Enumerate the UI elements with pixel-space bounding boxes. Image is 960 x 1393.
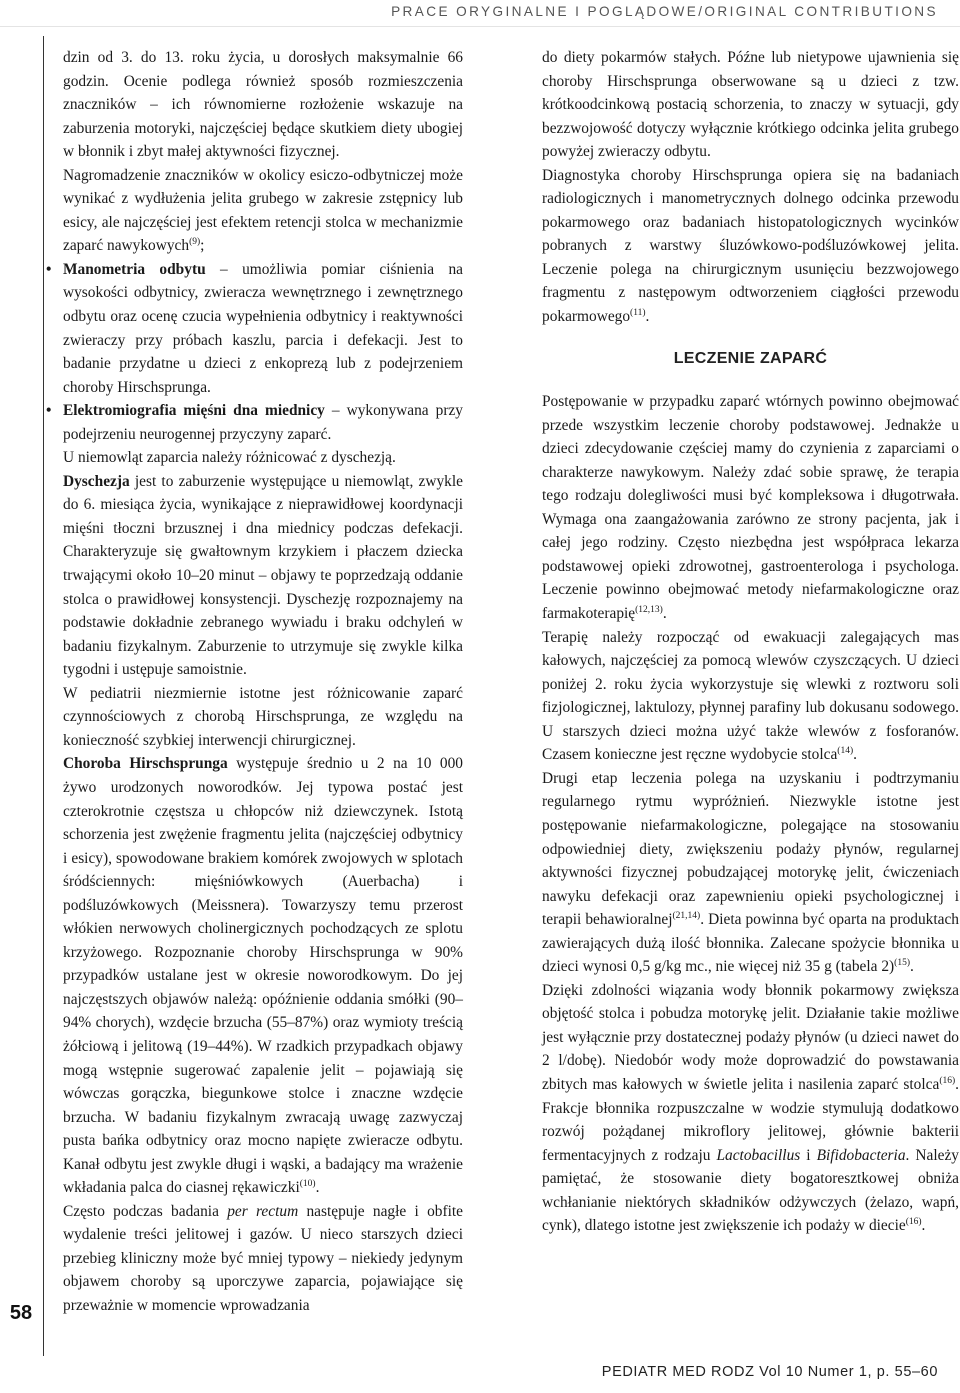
left-paragraph-dyschezja: Dyschezja jest to zaburzenie występujące u niemowląt, zwykle do 6. miesiąca życia, wynikające z nieprawidłowej koordynacji mięśni tłoczni brzusznej i dna miednicy podczas defekacji. Charakteryzuje się gwałtownym krzykiem i płaczem dziecka trwającymi około 10–20 minut – objawy te poprzedzają oddanie stolca o prawidłowej konsystencji. Dyschezję rozpoznajemy na podstawie dokładnie zebranego wywiadu i braku odchyleń w badaniu fizykalnym. Zaburzenie to utrzymuje się zwykle kilka tygodni i ustępuje samoistnie.	[63, 472, 463, 679]
left-column	[46, 46, 463, 1318]
reference: (12,13)	[635, 605, 663, 616]
right-paragraph-2: Diagnostyka choroby Hirschsprunga opiera się na badaniach radiologicznych i manometrycznych dolnego odcinka przewodu pokarmowego oraz badaniach histopatologicznych wycinków pobranych z warstwy śluzówkowo-podśluzówkowej jelita. Leczenie polega na chirurgicznym usunięciu bezzwojowego fragmentu z następowym odtworzeniem ciągłości przewodu pokarmowego$^{(11)}$.	[542, 166, 959, 326]
left-paragraph-7: Często podczas badania per rectum następuje nagłe i obfite wydalenie treści jelitowej i gazów. U nieco starszych dzieci przebieg kliniczny może być mniej typowy – niekiedy jedynym objawem choroby są uporczywe zaparcia, pojawiające się przeważnie w momencie wprowadzania	[63, 1202, 463, 1314]
bullet-icon: •	[46, 402, 52, 420]
right-paragraph-5: Drugi etap leczenia polega na uzyskaniu i podtrzymaniu regularnego rytmu wypróżnień. Niezwykle istotne jest postępowanie niefarmakologiczne, polegające na stosowaniu odpowiedniej diety, zwiększeniu podaży płynów, regularnej aktywności fizycznej pobudzającej motorykę jelit, ćwiczeniach nawyku defekacji oraz zapewnieniu opieki psychologicznej i terapii behawioralnej$^{(21,14)}$. Dieta powinna być oparta na produktach zawierających dużą ilość błonnika. Zalecane spożycie błonnika u dzieci wynosi 0,5 g/kg mc., nie więcej niż 35 g (tabela 2)$^{(15)}$.	[542, 769, 959, 976]
bullet-icon: •	[46, 260, 52, 278]
running-header: PRACE ORYGINALNE I POGLĄDOWE/ORIGINAL CONTRIBUTIONS	[391, 4, 938, 19]
left-paragraph-1: dzin od 3. do 13. roku życia, u dorosłych maksymalnie 66 godzin. Ocenie podlega również sposób rozmieszczenia znaczników – ich równomierne rozłożenie wskazuje na zaburzenia motoryki, najczęściej będące skutkiem diety ubogiej w błonnik i zbyt małej aktywności fizycznej.	[63, 49, 463, 161]
reference: (10)	[299, 1179, 316, 1190]
reference: (9)	[189, 237, 201, 248]
reference: (21,14)	[672, 911, 701, 922]
right-column	[542, 46, 959, 1238]
bullet-elektromiografia: • Elektromiografia mięśni dna miednicy – wykonywana przy podejrzeniu neurogennej przyczyny zaparć.	[63, 399, 463, 446]
page-number: 58	[9, 1302, 33, 1324]
bullet-term: Elektromiografia mięśni dna miednicy	[63, 402, 325, 420]
header-rule	[0, 26, 960, 27]
right-paragraph-6: Dzięki zdolności wiązania wody błonnik pokarmowy zwiększa objętość stolca i pobudza motorykę jelit. Działanie takie możliwe jest wyłącznie przy dostatecznej podaży płynów (u dzieci nawet do 2 l/dobę). Niedobór wody może doprowadzić do powstawania zbitych mas kałowych w świetle jelita i nasilenia zaparć stolca$^{(16)}$. Frakcje błonnika rozpuszczalne w wodzie stymulują dodatkowo rozwój pożądanej mikroflory jelitowej, głównie bakterii fermentacyjnych z rodzaju Lactobacillus i Bifidobacteria. Należy pamiętać, że stosowanie diety bogatoresztkowej obniża wchłanianie niektórych składników odżywczych (żelazo, wapń, cynk), dlatego istotne jest zwiększenie ich podaży w diecie$^{(16)}$.	[542, 981, 959, 1235]
left-paragraph-hirschsprung: Choroba Hirschsprunga występuje średnio u 2 na 10 000 żywo urodzonych noworodków. Jej typowa postać jest czterokrotnie częstsza u chłopców niż dziewczynek. Istotą schorzenia jest zwężenie fragmentu jelita (najczęściej odbytnicy i esicy), spowodowane brakiem komórek zwojowych w splotach śródściennych: mięśniówkowych (Auerbacha) i podśluzówkowych (Meissnera). Towarzyszy temu przerost włókien nerwowych cholinergicznych pochodzących ze splotu krzyżowego. Rozpoznanie choroby Hirschsprunga w 90% przypadków ustalane jest w okresie noworodkowym. Do jej najczęstszych objawów należą: opóźnienie oddania smółki (90–94% chorych), wzdęcie brzucha (55–87%) oraz wymioty treścią żółciową i jelitową (19–44%). W rzadkich przypadkach objawy mogą wstępnie sugerować zapalenie jelit – pojawiają się wówczas gorączka, biegunkowe stolce i znaczne wzdęcie brzucha. W badaniu fizykalnym zwracają uwagę zazwyczaj pusta bańka odbytnicy oraz mocno napięte zwieracze odbytu. Kanał odbytu jest zwykle długi i wąski, a badający ma wrażenie wkładania palca do ciasnej rękawiczki$^{(10)}$.	[63, 755, 463, 1197]
left-paragraph-2: Nagromadzenie znaczników w okolicy esiczo-odbytniczej może wynikać z wydłużenia jelita grubego w zakresie zstępnicy lub esicy, ale najczęściej jest efektem retencji stolca w mechanizmie zaparć nawykowych$^{(9)}$;	[63, 166, 463, 255]
reference: (16)	[905, 1217, 922, 1228]
reference: (11)	[630, 308, 646, 319]
section-title: LECZENIE ZAPARĆ	[673, 349, 828, 367]
margin-rule	[43, 36, 44, 1356]
bullet-manometria: • Manometria odbytu – umożliwia pomiar ciśnienia na wysokości odbytnicy, zwieracza wewnętrznego i zewnętrznego odbytu oraz ocenę czucia wypełnienia odbytnicy i reaktywności zwieraczy przy próbach kaszlu, parcia i defekacji. Jest to badanie przydatne u dzieci z enkoprezą lub z podejrzeniem choroby Hirschsprunga.	[63, 258, 463, 399]
right-paragraph-1: do diety pokarmów stałych. Późne lub nietypowe ujawnienia się choroby Hirschsprunga obserwowane są u dzieci z tzw. krótkoodcinkową postacią schorzenia, to znaczy w sytuacji, gdy bezzwojowość dotyczy wyłącznie krótkiego odcinka jelita grubego powyżej zwieraczy odbytu.	[542, 49, 959, 161]
reference: (16)	[939, 1075, 956, 1086]
left-paragraph-3: U niemowląt zaparcia należy różnicować z dyschezją.	[63, 449, 396, 467]
right-paragraph-4: Terapię należy rozpocząć od ewakuacji zalegających mas kałowych, najczęściej za pomocą wlewów czyszczących. U dzieci poniżej 2. roku życia wykorzystuje się wlewki z roztworu soli fizjologicznej, laktulozy, płynnej parafiny lub dokusanu sodowego. U starszych dzieci można użyć także wlewów z fosforanów. Czasem konieczne jest ręczne wydobycie stolca$^{(14)}$.	[542, 628, 959, 764]
right-paragraph-3: Postępowanie w przypadku zaparć wtórnych powinno obejmować przede wszystkim leczenie choroby podstawowej. Jednakże u dzieci zdecydowanie częściej mamy do czynienia z zaparciami o charakterze nawykowym. Należy zdać sobie sprawę, że terapia tego rodzaju dolegliwości musi być kompleksowa i długotrwała. Wymaga ona zaangażowania zarówno ze strony pacjenta, jak i całej jego rodziny. Często niezbędna jest współpraca lekarza podstawowej opieki zdrowotnej, gastroenterologa i psychologa. Leczenie powinno obejmować metody niefarmakologiczne oraz farmakoterapię$^{(12,13)}$.	[542, 393, 959, 623]
reference: (14)	[837, 746, 854, 757]
reference: (15)	[894, 958, 910, 969]
bullet-term: Manometria odbytu	[63, 260, 206, 278]
left-paragraph-5: W pediatrii niezmiernie istotne jest różnicowanie zaparć czynnościowych z chorobą Hirschsprunga, ze względu na konieczność szybkiej interwencji chirurgicznej.	[63, 684, 463, 749]
footer-citation: PEDIATR MED RODZ Vol 10 Numer 1, p. 55–60	[601, 1364, 938, 1380]
